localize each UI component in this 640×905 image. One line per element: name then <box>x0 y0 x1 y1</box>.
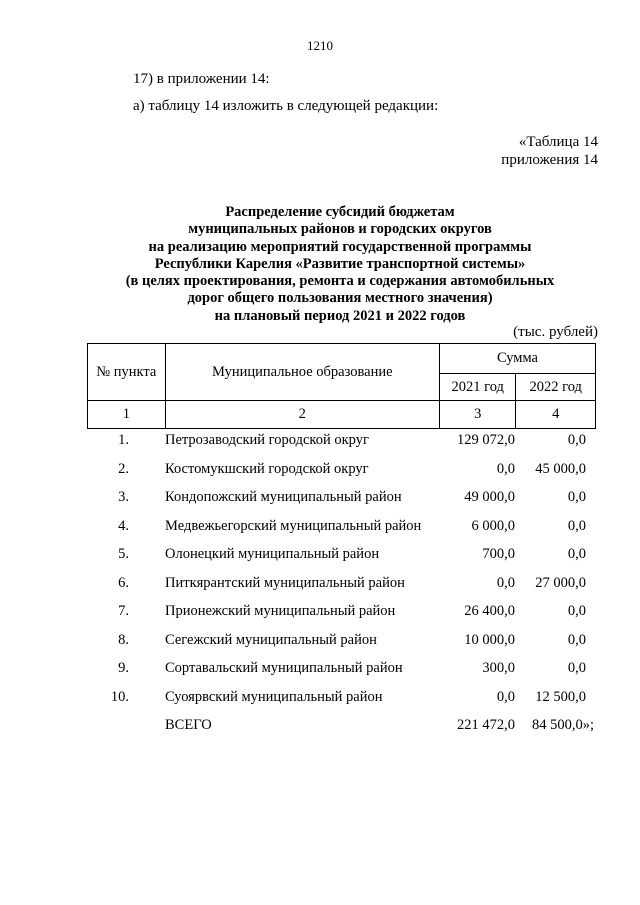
row-num: 9. <box>118 660 129 676</box>
intro-line-amendment: 17) в приложении 14: <box>133 71 270 87</box>
title-line: на плановый период 2021 и 2022 годов <box>214 307 466 324</box>
header-sum: Сумма <box>439 344 595 374</box>
units-label: (тыс. рублей) <box>513 324 598 340</box>
row-2021: 700,0 <box>482 546 515 562</box>
row-2021: 26 400,0 <box>464 603 515 619</box>
row-2022: 0,0 <box>567 603 586 619</box>
row-2021: 0,0 <box>496 688 515 705</box>
table-row <box>0 514 640 543</box>
table-ref-line2: приложения 14 <box>501 152 598 168</box>
title-line: на реализацию мероприятий государственной программы <box>148 238 532 255</box>
row-name: Питкярантский муниципальный район <box>165 574 405 591</box>
row-num: 3. <box>118 489 129 505</box>
row-num: 2. <box>118 460 129 477</box>
row-2022: 27 000,0 <box>535 574 586 591</box>
row-2021: 6 000,0 <box>471 517 515 534</box>
row-2022: 0,0 <box>567 489 586 505</box>
row-2022: 0,0 <box>567 517 586 534</box>
table-row <box>0 628 640 657</box>
header-name: Муниципальное образование <box>165 344 439 401</box>
col-num-3: 3 <box>439 401 516 429</box>
title-line: Республики Карелия «Развитие транспортной системы» <box>154 255 526 272</box>
col-num-2: 2 <box>165 401 439 429</box>
total-2022: 84 500,0»; <box>531 717 594 733</box>
row-name: Олонецкий муниципальный район <box>165 546 380 562</box>
row-2022: 0,0 <box>567 546 586 562</box>
row-name: Кондопожский муниципальный район <box>165 489 402 505</box>
header-num: № пункта <box>88 344 166 401</box>
row-2021: 0,0 <box>496 574 515 591</box>
row-num: 7. <box>118 603 129 619</box>
table-row <box>0 656 640 685</box>
row-2021: 10 000,0 <box>464 631 515 648</box>
page-number: 1210 <box>307 38 333 53</box>
row-num: 4. <box>118 517 129 534</box>
table-row <box>0 571 640 600</box>
table-row <box>0 542 640 571</box>
row-name: Сортавальский муниципальный район <box>165 660 403 676</box>
row-2021: 129 072,0 <box>457 432 515 448</box>
col-num-4: 4 <box>516 401 596 429</box>
row-2022: 45 000,0 <box>535 460 586 477</box>
table-ref-line1: «Таблица 14 <box>518 134 598 150</box>
title-line: Распределение субсидий бюджетам <box>225 204 455 220</box>
row-num: 1. <box>118 432 129 448</box>
table-row <box>0 457 640 486</box>
table-header <box>87 343 596 429</box>
table-row <box>0 485 640 514</box>
table-row <box>0 599 640 628</box>
row-2021: 49 000,0 <box>464 489 515 505</box>
row-name: Прионежский муниципальный район <box>165 603 396 619</box>
row-2021: 300,0 <box>482 660 515 676</box>
row-num: 6. <box>118 574 129 591</box>
title-line: (в целях проектирования, ремонта и содержания автомобильных <box>125 273 555 290</box>
header-2022: 2022 год <box>516 374 596 401</box>
row-name: Петрозаводский городской округ <box>165 432 369 448</box>
row-2022: 0,0 <box>567 432 586 448</box>
row-name: Медвежьегорский муниципальный район <box>165 517 422 534</box>
col-num-1: 1 <box>88 401 166 429</box>
total-label: ВСЕГО <box>165 717 212 733</box>
table-reference <box>501 133 598 169</box>
row-num: 10. <box>110 688 129 705</box>
table-row <box>0 428 640 457</box>
row-2021: 0,0 <box>496 460 515 477</box>
row-2022: 12 500,0 <box>535 688 586 705</box>
table-row <box>0 685 640 714</box>
row-name: Сегежский муниципальный район <box>165 631 377 648</box>
row-num: 5. <box>118 546 129 562</box>
row-2022: 0,0 <box>567 631 586 648</box>
title-line: муниципальных районов и городских округов <box>188 221 492 238</box>
total-2021: 221 472,0 <box>457 717 515 733</box>
table-body <box>0 428 640 742</box>
row-2022: 0,0 <box>567 660 586 676</box>
intro-line-instruction: а) таблицу 14 изложить в следующей редакции: <box>133 98 439 114</box>
row-name: Костомукшский городской округ <box>165 460 369 477</box>
total-row <box>0 713 640 742</box>
header-2021: 2021 год <box>439 374 516 401</box>
table-title <box>60 204 620 325</box>
title-line: дорог общего пользования местного значения) <box>187 290 493 307</box>
row-num: 8. <box>118 631 129 648</box>
row-name: Суоярвский муниципальный район <box>165 688 383 705</box>
